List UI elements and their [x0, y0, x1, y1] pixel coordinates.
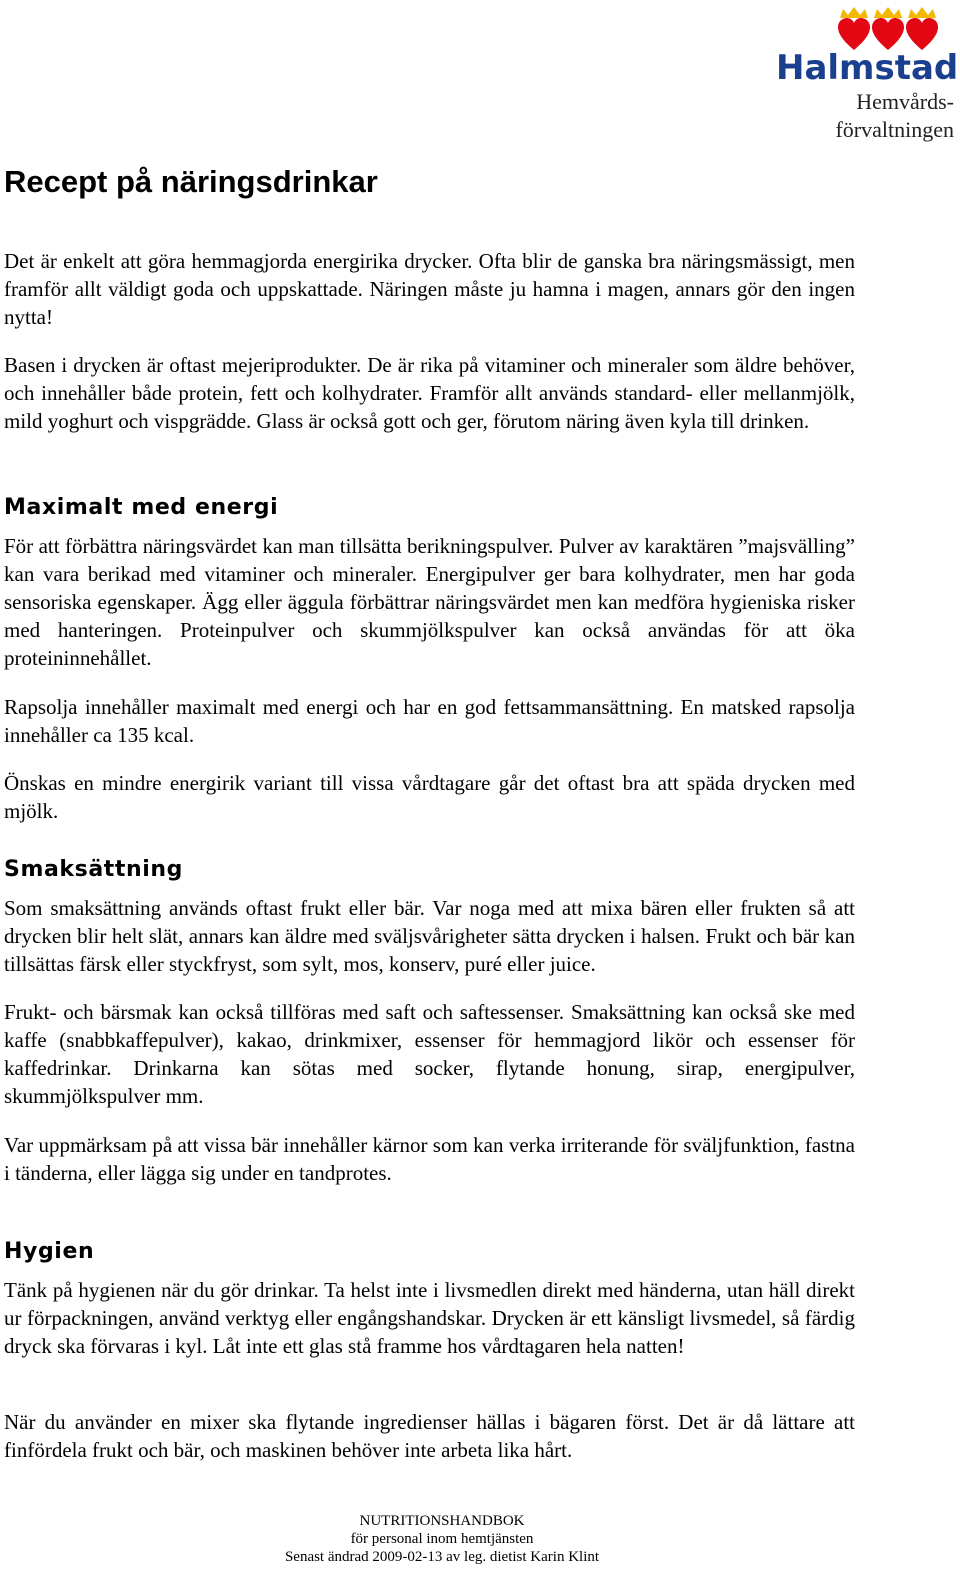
section-heading-energy: Maximalt med energi: [4, 495, 279, 520]
footer-line-2: för personal inom hemtjänsten: [350, 1531, 534, 1547]
crowned-hearts-icon: [838, 6, 942, 52]
flavouring-paragraph-2: Frukt- och bärsmak kan också tillföras med saft och saftessenser. Smaksättning kan också ske med kaffe (snabbkaffepulver), kakao, drinkmixer, essenser för hemmagjord likör och essenser för kaffedrinkar. Drinkarna kan sötas med socker, flytande honung, sirap, energipulver, skummjölkspulver mm.: [4, 1000, 855, 1108]
intro-paragraph-2: Basen i drycken är oftast mejeriprodukter. De är rika på vitaminer och mineraler som äldre behöver, och innehåller både protein, fett och kolhydrater. Framför allt används standard- eller mellanmjölk, mild yoghurt och vispgrädde. Glass är också gott och ger, förutom näring även kyla till drinken.: [4, 353, 855, 433]
logo-subtitle-line1: Hemvårds-: [856, 89, 954, 114]
hygiene-paragraph-2: När du använder en mixer ska flytande ingredienser hällas i bägaren först. Det är då lättare att finfördela frukt och bär, och maskinen behöver inte arbeta lika hårt.: [4, 1410, 855, 1462]
footer-line-3: Senast ändrad 2009-02-13 av leg. dietist Karin Klint: [284, 1549, 600, 1565]
energy-paragraph-2: Rapsolja innehåller maximalt med energi och har en god fettsammansättning. En matsked rapsolja innehåller ca 135 kcal.: [4, 695, 855, 747]
hygiene-paragraph-1: Tänk på hygienen när du gör drinkar. Ta helst inte i livsmedlen direkt med händerna, utan häll direkt ur förpackningen, använd verktyg eller engångshandskar. Drycken är ett känsligt livsmedel, så färdig dryck ska förvaras i kyl. Låt inte ett glas stå framme hos vårdtagaren hela natten!: [4, 1278, 855, 1358]
logo-subtitle: [835, 88, 954, 144]
halmstad-logo: [770, 4, 958, 140]
footer-line-1: NUTRITIONSHANDBOK: [359, 1513, 525, 1529]
energy-paragraph-3: Önskas en mindre energirik variant till vissa vårdtagare går det oftast bra att späda drycken med mjölk.: [4, 771, 855, 823]
section-heading-flavouring: Smaksättning: [4, 857, 184, 882]
section-heading-hygiene: Hygien: [4, 1239, 95, 1264]
intro-paragraph-1: Det är enkelt att göra hemmagjorda energirika drycker. Ofta blir de ganska bra näringsmässigt, men framför allt väldigt goda och uppskattade. Näringen måste ju hamna i magen, annars gör den ingen nytta!: [4, 249, 855, 329]
logo-wordmark: Halmstad: [776, 48, 959, 88]
flavouring-paragraph-3: Var uppmärksam på att vissa bär innehåller kärnor som kan verka irriterande för sväljfunktion, fastna i tänderna, eller lägga sig under en tandprotes.: [4, 1133, 855, 1185]
flavouring-paragraph-1: Som smaksättning används oftast frukt eller bär. Var noga med att mixa bären eller frukten så att drycken blir helt slät, annars kan äldre med sväljsvårigheter sätta drycken i halsen. Frukt och bär kan tillsättas färsk eller styckfryst, som sylt, mos, konserv, puré eller juice.: [4, 896, 855, 976]
energy-paragraph-1: För att förbättra näringsvärdet kan man tillsätta berikningspulver. Pulver av karaktären ”majsvälling” kan vara berikad med vitaminer och mineraler. Energipulver ger bara kolhydrater, men har goda sensoriska egenskaper. Ägg eller äggula förbättrar näringsvärdet men kan medföra hygieniska risker med hanteringen. Proteinpulver och skummjölkspulver kan också användas för att öka proteininnehållet.: [4, 534, 855, 670]
page-title: Recept på näringsdrinkar: [4, 164, 378, 199]
page-footer: [0, 1512, 884, 1566]
logo-subtitle-line2: förvaltningen: [835, 117, 954, 142]
